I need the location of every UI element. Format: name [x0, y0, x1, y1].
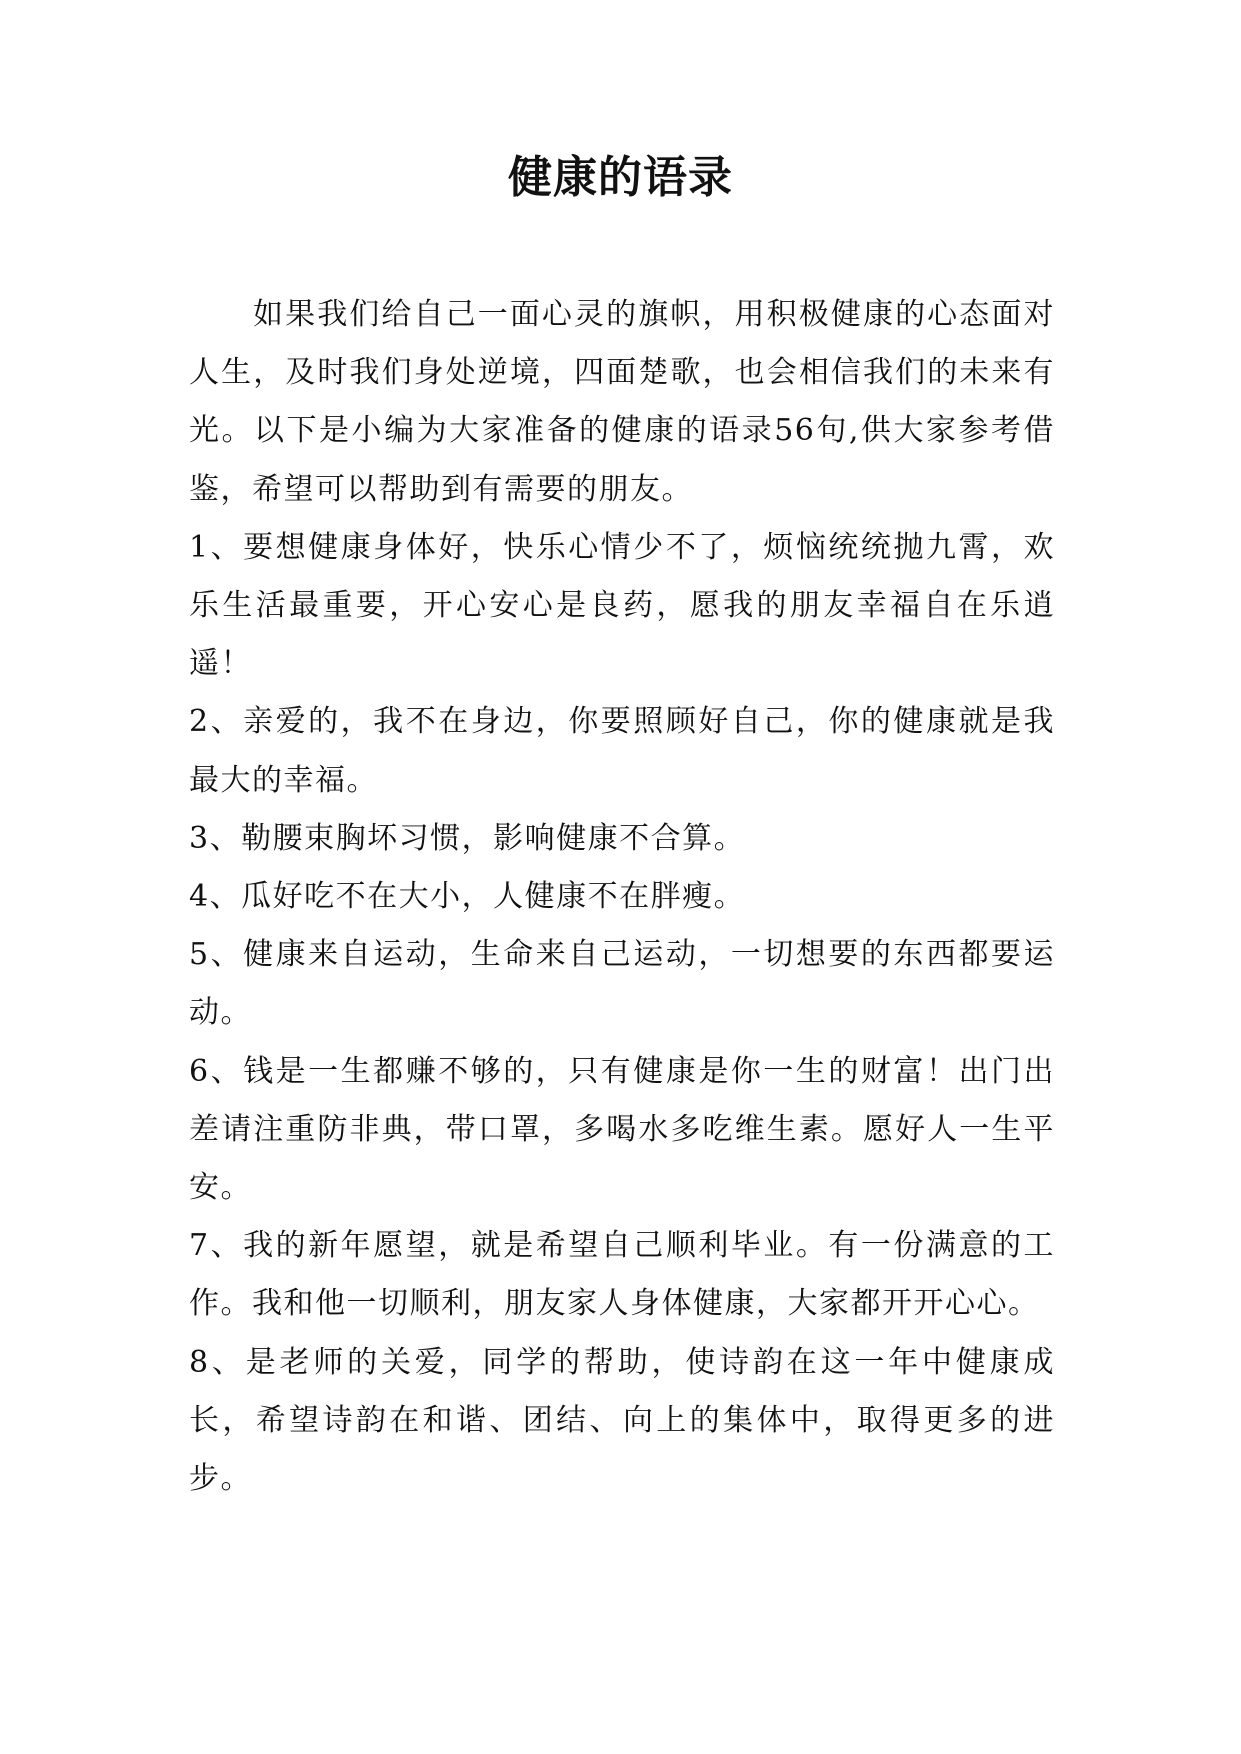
quote-item-4: 4、瓜好吃不在大小，人健康不在胖瘦。: [189, 879, 746, 915]
quote-item-1: 1、要想健康身体好，快乐心情少不了，烦恼统统抛九霄，欢乐生活最重要，开心安心是良药，愿我的朋友幸福自在乐逍遥！: [189, 529, 1055, 682]
quote-item-3: 3、勒腰束胸坏习惯，影响健康不合算。: [189, 820, 746, 856]
quote-item-7: 7、我的新年愿望，就是希望自己顺利毕业。有一份满意的工作。我和他一切顺利，朋友家人身体健康，大家都开开心心。: [189, 1228, 1055, 1322]
document-title: 健康的语录: [508, 152, 733, 203]
intro-paragraph: 如果我们给自己一面心灵的旗帜，用积极健康的心态面对人生，及时我们身处逆境，四面楚歌，也会相信我们的未来有光。以下是小编为大家准备的健康的语录56句,供大家参考借鉴，希望可以帮助到有需要的朋友。: [189, 297, 1055, 507]
quote-item-2: 2、亲爱的，我不在身边，你要照顾好自己，你的健康就是我最大的幸福。: [189, 704, 1055, 798]
quote-item-8: 8、是老师的关爱，同学的帮助，使诗韵在这一年中健康成长，希望诗韵在和谐、团结、向上的集体中，取得更多的进步。: [189, 1344, 1055, 1497]
quote-item-5: 5、健康来自运动，生命来自己运动，一切想要的东西都要运动。: [189, 937, 1055, 1031]
quote-item-6: 6、钱是一生都赚不够的，只有健康是你一生的财富！出门出差请注重防非典，带口罩，多喝水多吃维生素。愿好人一生平安。: [189, 1053, 1055, 1206]
document-body: [189, 286, 1055, 1508]
